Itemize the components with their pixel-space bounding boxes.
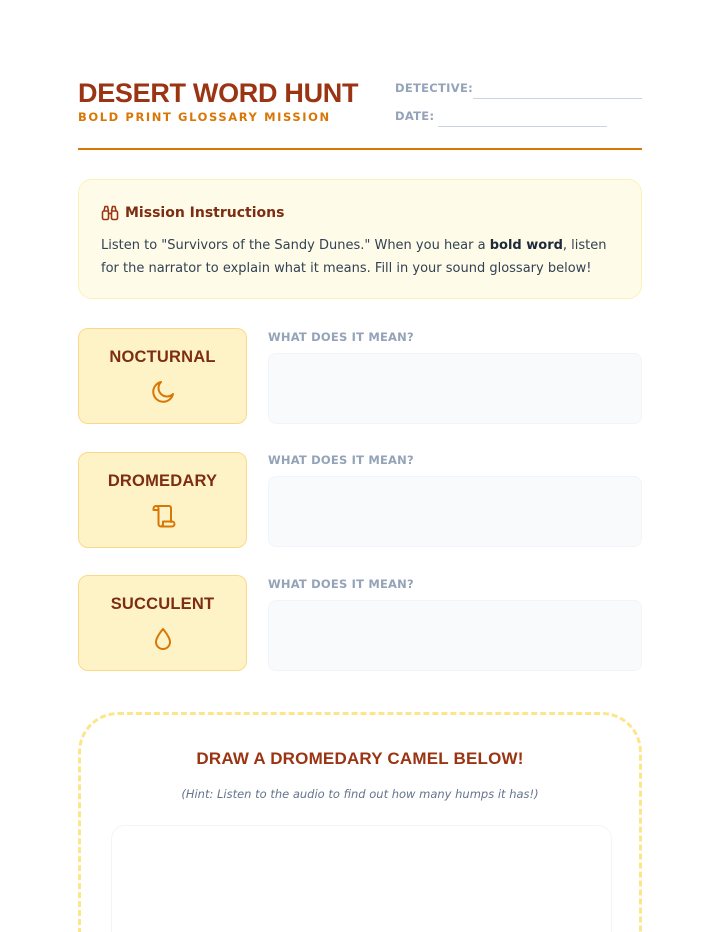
drawing-hint: (Hint: Listen to the audio to find out how many humps it has!) xyxy=(181,787,539,801)
date-field[interactable] xyxy=(438,126,607,127)
moon-icon xyxy=(150,379,176,405)
instructions-text-part: , listen for the narrator to explain what it means. Fill in your sound glossary below! xyxy=(101,238,607,276)
word-card-nocturnal xyxy=(78,328,247,424)
drawing-title: DRAW A DROMEDARY CAMEL BELOW! xyxy=(196,749,524,768)
instructions-heading xyxy=(101,205,284,221)
worksheet-subtitle: BOLD PRINT GLOSSARY MISSION xyxy=(78,110,331,124)
drawing-area[interactable] xyxy=(111,825,612,932)
bold-word-emphasis: bold word xyxy=(489,238,563,253)
droplet-icon xyxy=(150,626,176,652)
instructions-text xyxy=(101,234,621,280)
meaning-answer-box[interactable] xyxy=(268,476,642,547)
glossary-word: SUCCULENT xyxy=(110,595,215,613)
date-label: DATE: xyxy=(395,109,435,123)
drawing-section xyxy=(78,712,642,932)
meaning-label: WHAT DOES IT MEAN? xyxy=(268,577,414,591)
mission-instructions-box xyxy=(78,179,642,299)
glossary-word: DROMEDARY xyxy=(107,472,218,490)
glossary-word: NOCTURNAL xyxy=(109,348,216,366)
detective-label: DETECTIVE: xyxy=(395,81,474,95)
instructions-text-part: Listen to "Survivors of the Sandy Dunes." When you hear a xyxy=(101,238,490,253)
scroll-icon xyxy=(150,503,176,529)
word-card-dromedary xyxy=(78,452,247,548)
detective-field[interactable] xyxy=(473,98,642,99)
binoculars-icon xyxy=(101,205,119,221)
meaning-label: WHAT DOES IT MEAN? xyxy=(268,330,414,344)
worksheet-title: DESERT WORD HUNT xyxy=(78,78,359,108)
worksheet-header xyxy=(78,78,642,150)
meaning-answer-box[interactable] xyxy=(268,353,642,424)
instructions-title: Mission Instructions xyxy=(125,205,285,221)
meaning-label: WHAT DOES IT MEAN? xyxy=(268,453,414,467)
word-card-succulent xyxy=(78,575,247,671)
meaning-answer-box[interactable] xyxy=(268,600,642,671)
